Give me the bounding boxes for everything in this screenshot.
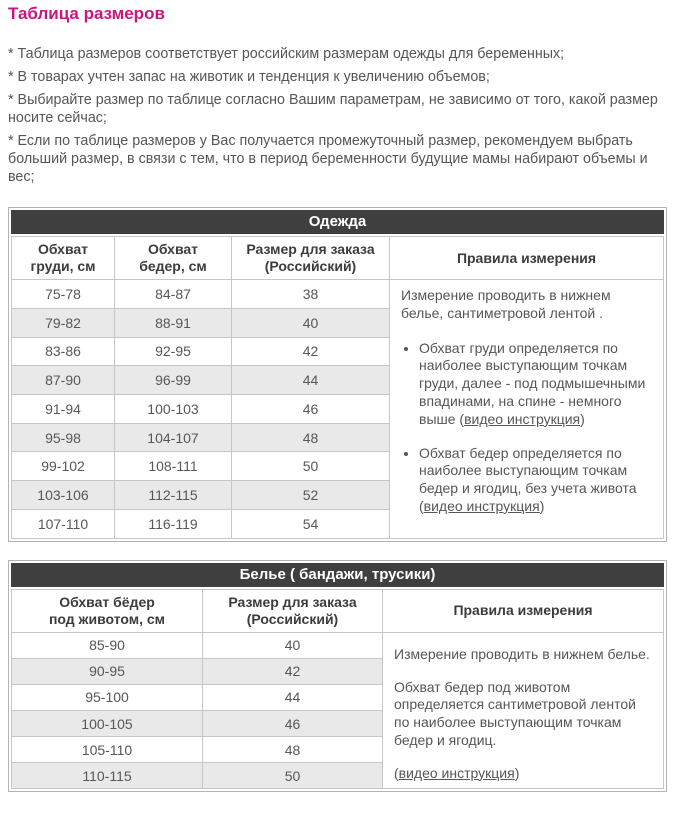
size-cell: 40: [232, 308, 390, 337]
size-cell: 50: [203, 763, 383, 789]
table-row: [12, 280, 664, 309]
hips-range-cell: 100-103: [115, 394, 232, 423]
underwear-grid: [11, 589, 664, 790]
underwear-size-table: [8, 560, 667, 793]
table-row: [12, 632, 664, 658]
hips-range-cell: 112-115: [115, 481, 232, 510]
size-cell: 48: [203, 737, 383, 763]
size-cell: 44: [203, 684, 383, 710]
col-header-rules: Правила измерения: [390, 237, 664, 280]
size-cell: 48: [232, 423, 390, 452]
size-cell: 52: [232, 481, 390, 510]
chest-range-cell: 91-94: [12, 394, 115, 423]
hips-range-cell: 108-111: [115, 452, 232, 481]
chest-range-cell: 79-82: [12, 308, 115, 337]
clothing-table-title: Одежда: [11, 210, 664, 234]
hips-range-cell: 88-91: [115, 308, 232, 337]
chest-range-cell: 107-110: [12, 509, 115, 538]
hips-range-cell: 85-90: [12, 632, 203, 658]
size-cell: 38: [232, 280, 390, 309]
rules-bullet-chest: • Обхват груди определяется по наиболее выступающим точкам груди, далее - под подмышечными впадинами, на спине - немного выше (видео инструкция): [419, 340, 655, 429]
size-cell: 50: [232, 452, 390, 481]
rules-body: Обхват бедер под животом определяется сантиметровой лентой по наиболее выступающим точкам бедер и ягодиц.: [394, 678, 636, 748]
clothing-header-row: [12, 237, 664, 280]
col-header-rules: Правила измерения: [383, 589, 664, 632]
size-cell: 46: [203, 711, 383, 737]
rules-intro: Измерение проводить в нижнем белье.: [394, 645, 650, 662]
rules-link-line: (видео инструкция): [394, 764, 520, 781]
col-header-size: Размер для заказа (Российский): [203, 589, 383, 632]
hips-range-cell: 84-87: [115, 280, 232, 309]
rules-intro: Измерение проводить в нижнем белье, сантиметровой лентой .: [401, 287, 611, 321]
size-cell: 42: [232, 337, 390, 366]
chest-range-cell: 99-102: [12, 452, 115, 481]
rules-bullet-hips: • Обхват бедер определяется по наиболее выступающим точкам бедер и ягодиц, без учета живота (видео инструкция): [419, 445, 655, 516]
hips-range-cell: 96-99: [115, 366, 232, 395]
col-header-size: Размер для заказа (Российский): [232, 237, 390, 280]
col-header-chest: Обхват груди, см: [12, 237, 115, 280]
size-cell: 54: [232, 509, 390, 538]
note-line: * Таблица размеров соответствует российским размерам одежды для беременных;: [8, 46, 565, 62]
size-cell: 46: [232, 394, 390, 423]
underwear-header-row: [12, 589, 664, 632]
notes-block: [8, 45, 667, 186]
clothing-size-table: [8, 207, 667, 542]
chest-range-cell: 83-86: [12, 337, 115, 366]
size-cell: 44: [232, 366, 390, 395]
hips-range-cell: 90-95: [12, 658, 203, 684]
note-line: * Если по таблице размеров у Вас получается промежуточный размер, рекомендуем выбрать больший размер, в связи с тем, что в период беременности будущие мамы набирают объемы и вес;: [8, 133, 648, 185]
hips-range-cell: 110-115: [12, 763, 203, 789]
chest-range-cell: 87-90: [12, 366, 115, 395]
note-line: * В товарах учтен запас на животик и тенденция к увеличению объемов;: [8, 69, 490, 85]
chest-range-cell: 75-78: [12, 280, 115, 309]
underwear-table-title: Белье ( бандажи, трусики): [11, 563, 664, 587]
page-title: Таблица размеров: [8, 4, 165, 23]
measurement-rules-cell: [383, 632, 664, 789]
hips-range-cell: 95-100: [12, 684, 203, 710]
measurement-rules-cell: [390, 280, 664, 538]
col-header-hips-under-belly: Обхват бёдер под животом, см: [12, 589, 203, 632]
hips-range-cell: 104-107: [115, 423, 232, 452]
hips-range-cell: 92-95: [115, 337, 232, 366]
video-instruction-link[interactable]: видео инструкция: [398, 764, 515, 781]
note-line: * Выбирайте размер по таблице согласно Вашим параметрам, не зависимо от того, какой размер носите сейчас;: [8, 92, 658, 126]
size-cell: 42: [203, 658, 383, 684]
video-instruction-link[interactable]: видео инструкция: [423, 497, 540, 514]
hips-range-cell: 100-105: [12, 711, 203, 737]
chest-range-cell: 95-98: [12, 423, 115, 452]
hips-range-cell: 105-110: [12, 737, 203, 763]
rules-list: [401, 340, 655, 516]
chest-range-cell: 103-106: [12, 481, 115, 510]
clothing-grid: [11, 236, 664, 539]
col-header-hips: Обхват бедер, см: [115, 237, 232, 280]
size-cell: 40: [203, 632, 383, 658]
video-instruction-link[interactable]: видео инструкция: [464, 410, 581, 427]
hips-range-cell: 116-119: [115, 509, 232, 538]
